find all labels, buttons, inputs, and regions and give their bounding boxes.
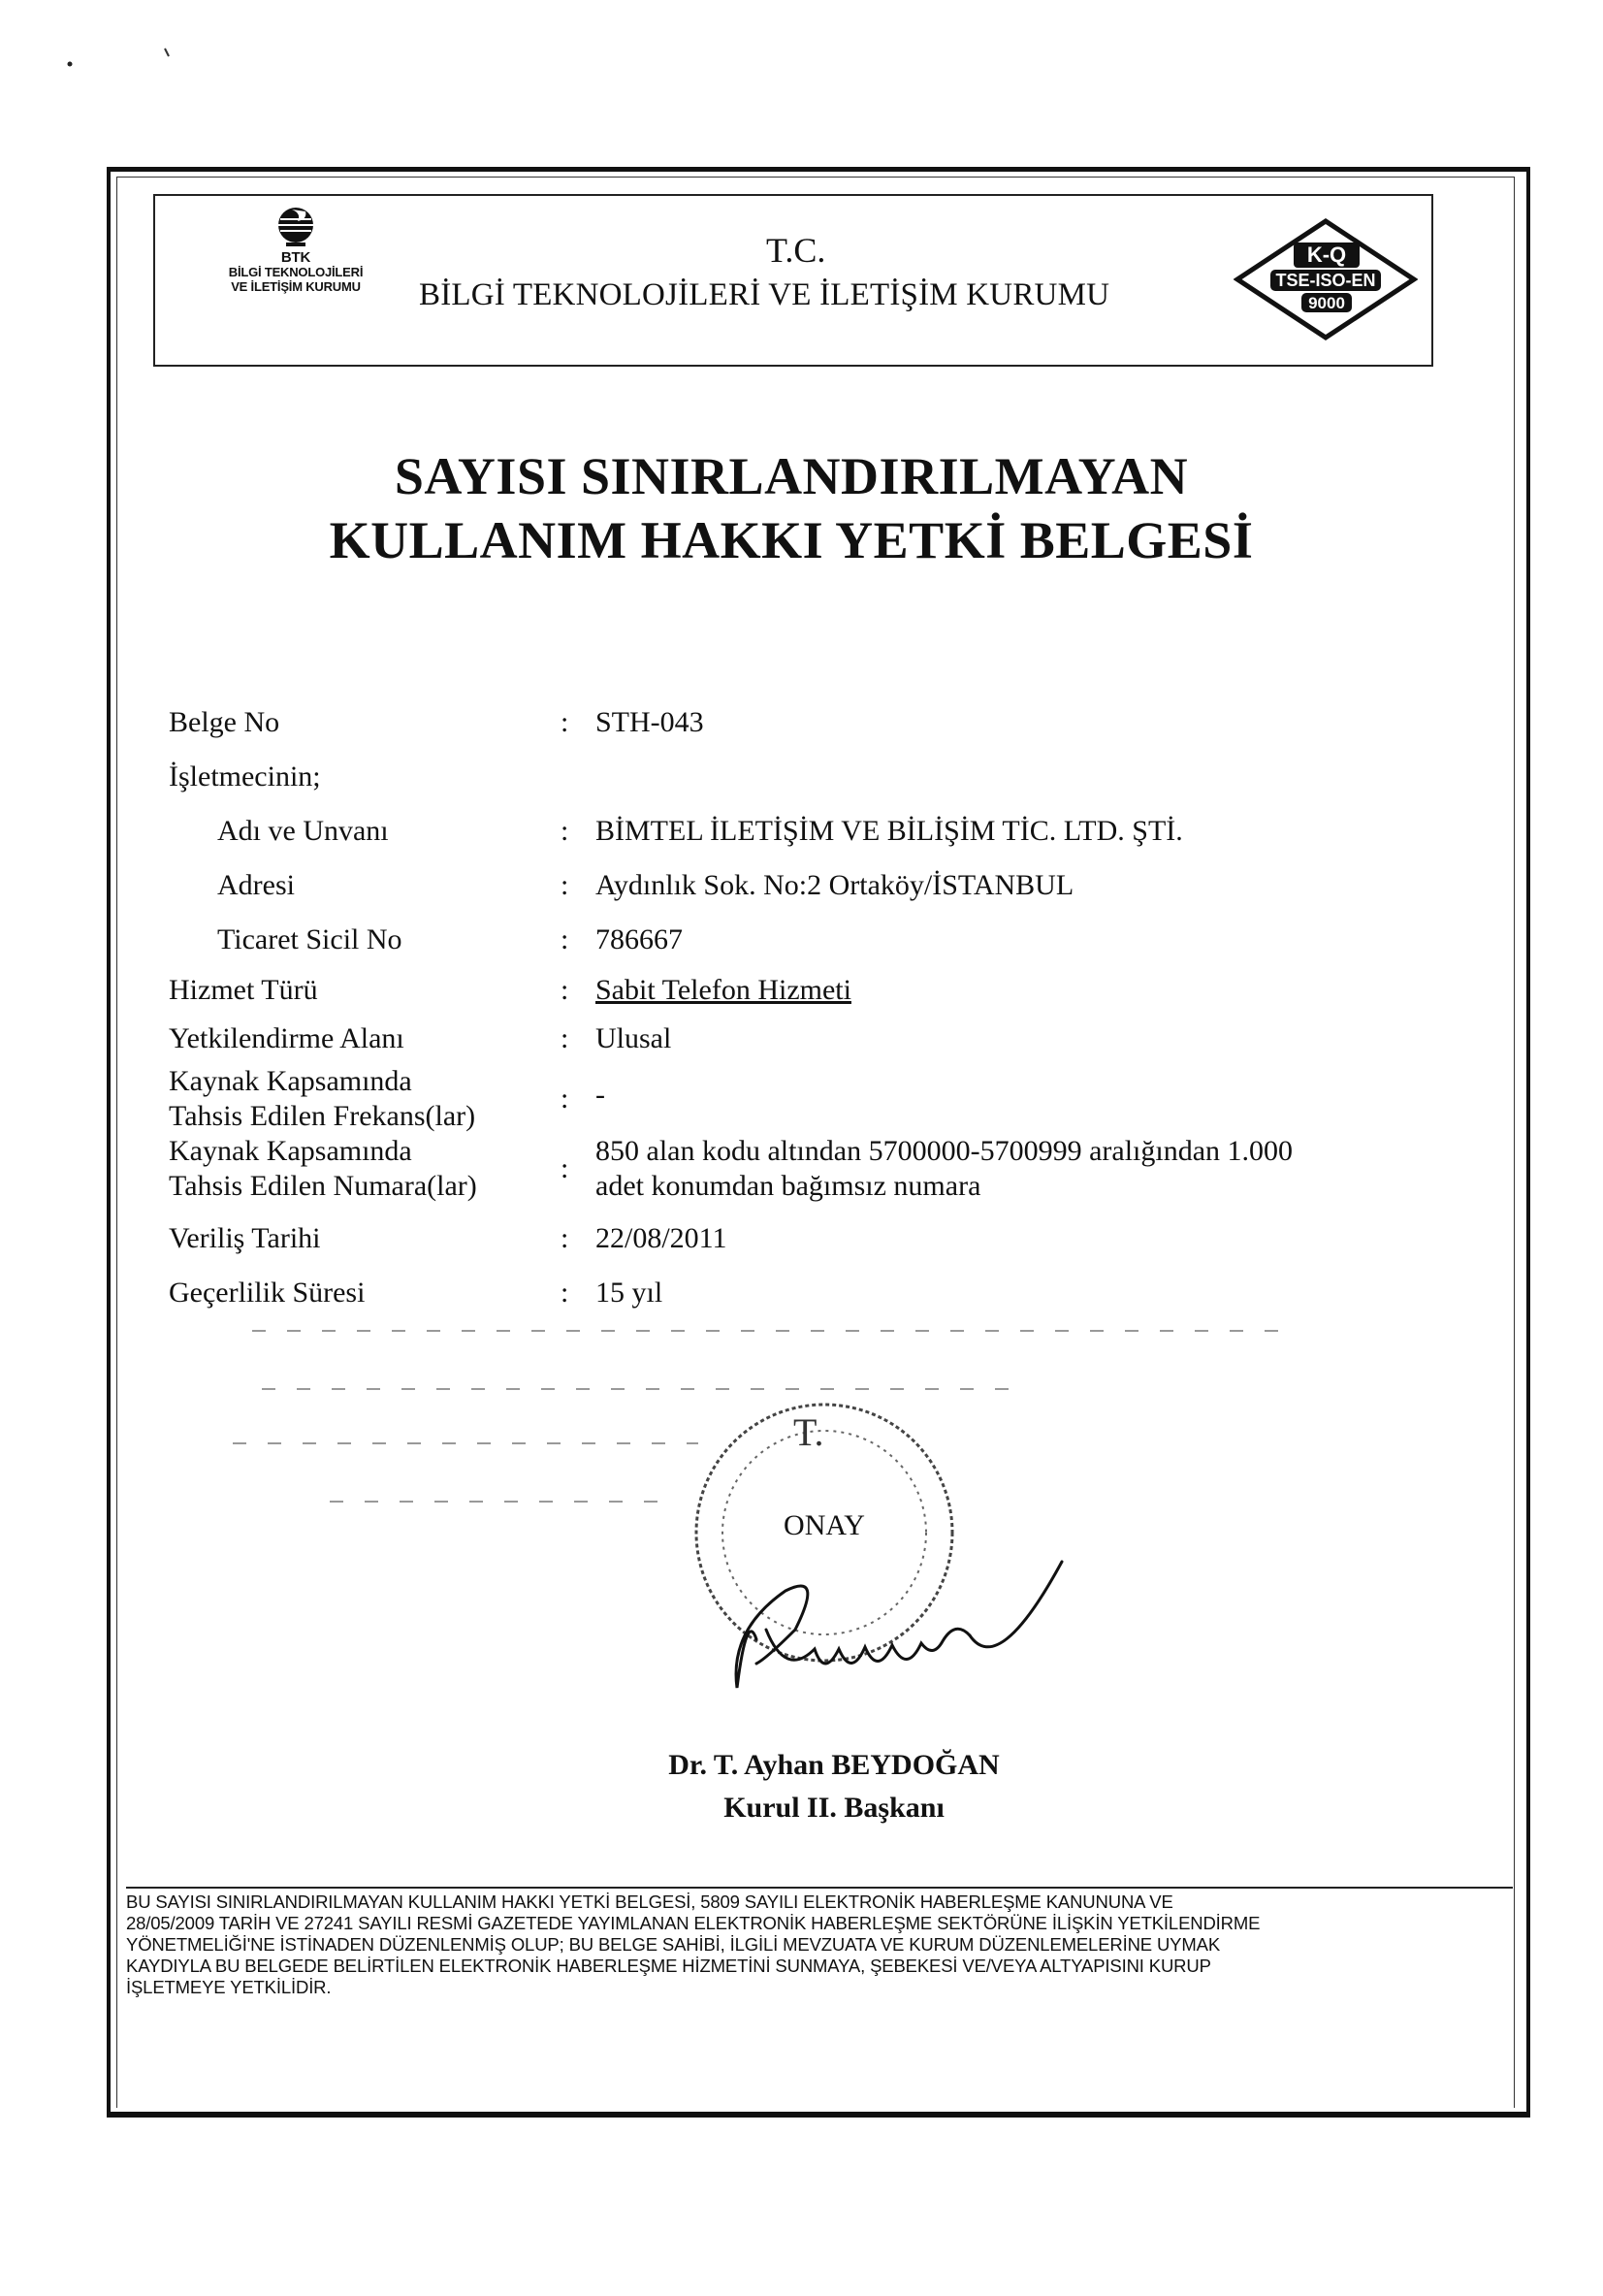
field-label: Belge No bbox=[169, 706, 280, 738]
field-value-line-1: 850 alan kodu altından 5700000-5700999 aralığından 1.000 bbox=[595, 1135, 1294, 1167]
tc-heading: T.C. bbox=[766, 231, 826, 270]
footer-line: KAYDIYLA BU BELGEDE BELİRTİLEN ELEKTRONİK HABERLEŞME HİZMETİNİ SUNMAYA, ŞEBEKESİ VE/VEYA ALTYAPISINI KURUP bbox=[126, 1956, 1211, 1976]
field-label: Adı ve Unvanı bbox=[217, 815, 389, 847]
field-label: Adresi bbox=[217, 869, 295, 901]
field-colon: : bbox=[561, 974, 569, 1006]
footer-line: İŞLETMEYE YETKİLİDİR. bbox=[126, 1977, 332, 1997]
institution-name: BİLGİ TEKNOLOJİLERİ VE İLETİŞİM KURUMU bbox=[419, 277, 1110, 312]
field-value: 15 yıl bbox=[595, 1277, 663, 1309]
field-value: BİMTEL İLETİŞİM VE BİLİŞİM TİC. LTD. ŞTİ. bbox=[595, 815, 1183, 847]
round-seal bbox=[696, 1405, 952, 1661]
field-colon: : bbox=[561, 923, 569, 955]
handwritten-signature bbox=[736, 1562, 1062, 1688]
field-label-line-1: Kaynak Kapsamında bbox=[169, 1065, 412, 1097]
badge-standard-text: TSE-ISO-EN bbox=[1275, 271, 1376, 290]
field-value: Sabit Telefon Hizmeti bbox=[595, 974, 851, 1006]
logo-line-1: BİLGİ TEKNOLOJİLERİ bbox=[228, 265, 364, 279]
field-label: Yetkilendirme Alanı bbox=[169, 1022, 404, 1054]
logo-abbreviation: BTK bbox=[280, 249, 311, 266]
field-label: Ticaret Sicil No bbox=[217, 923, 402, 955]
field-value: Aydınlık Sok. No:2 Ortaköy/İSTANBUL bbox=[595, 869, 1074, 901]
legal-footer bbox=[126, 1892, 1513, 1998]
field-colon: : bbox=[561, 1222, 569, 1254]
field-label: Veriliş Tarihi bbox=[169, 1222, 321, 1254]
signer-name: Dr. T. Ayhan BEYDOĞAN bbox=[668, 1749, 1000, 1781]
field-colon: : bbox=[561, 1083, 569, 1115]
field-label: Hizmet Türü bbox=[169, 974, 318, 1006]
field-colon: : bbox=[561, 706, 569, 738]
footer-line: 28/05/2009 TARİH VE 27241 SAYILI RESMİ GAZETEDE YAYIMLANAN ELEKTRONİK HABERLEŞME SEKTÖRÜNE İLİŞKİN YETKİLENDİRME bbox=[126, 1913, 1261, 1933]
field-value: - bbox=[595, 1079, 605, 1111]
badge-kq-text: K-Q bbox=[1306, 243, 1347, 267]
logo-line-2: VE İLETİŞİM KURUMU bbox=[231, 279, 361, 294]
field-label-line-2: Tahsis Edilen Frekans(lar) bbox=[169, 1100, 476, 1132]
certificate-title-line-1: SAYISI SINIRLANDIRILMAYAN bbox=[394, 447, 1189, 505]
stamp-label: ONAY bbox=[784, 1509, 865, 1541]
field-colon: : bbox=[561, 1277, 569, 1309]
field-colon: : bbox=[561, 815, 569, 847]
approval-stamp-and-signature bbox=[679, 1387, 1086, 1707]
field-value-line-2: adet konumdan bağımsız numara bbox=[595, 1170, 981, 1202]
field-label-line-2: Tahsis Edilen Numara(lar) bbox=[169, 1170, 477, 1202]
signer-title: Kurul II. Başkanı bbox=[723, 1792, 945, 1824]
field-label-line-1: Kaynak Kapsamında bbox=[169, 1135, 412, 1167]
field-value: 786667 bbox=[595, 923, 683, 955]
field-value: STH-043 bbox=[595, 706, 704, 738]
field-colon: : bbox=[561, 1152, 569, 1184]
field-label: İşletmecinin; bbox=[169, 760, 321, 792]
footer-line: YÖNETMELİĞİ'NE İSTİNADEN DÜZENLENMİŞ OLUP; BU BELGE SAHİBİ, İLGİLİ MEVZUATA VE KURUM DÜZENLEMELERİNE UYMAK bbox=[126, 1934, 1221, 1955]
certificate-title-line-2: KULLANIM HAKKI YETKİ BELGESİ bbox=[329, 511, 1254, 569]
field-colon: : bbox=[561, 1022, 569, 1054]
badge-number-text: 9000 bbox=[1308, 294, 1345, 312]
field-value: 22/08/2011 bbox=[595, 1222, 727, 1254]
field-value: Ulusal bbox=[595, 1022, 672, 1054]
svg-text:T.: T. bbox=[793, 1410, 824, 1454]
field-label: Geçerlilik Süresi bbox=[169, 1277, 366, 1309]
field-colon: : bbox=[561, 869, 569, 901]
footer-line: BU SAYISI SINIRLANDIRILMAYAN KULLANIM HAKKI YETKİ BELGESİ, 5809 SAYILI ELEKTRONİK HABERLEŞME KANUNUNA VE bbox=[126, 1892, 1173, 1912]
